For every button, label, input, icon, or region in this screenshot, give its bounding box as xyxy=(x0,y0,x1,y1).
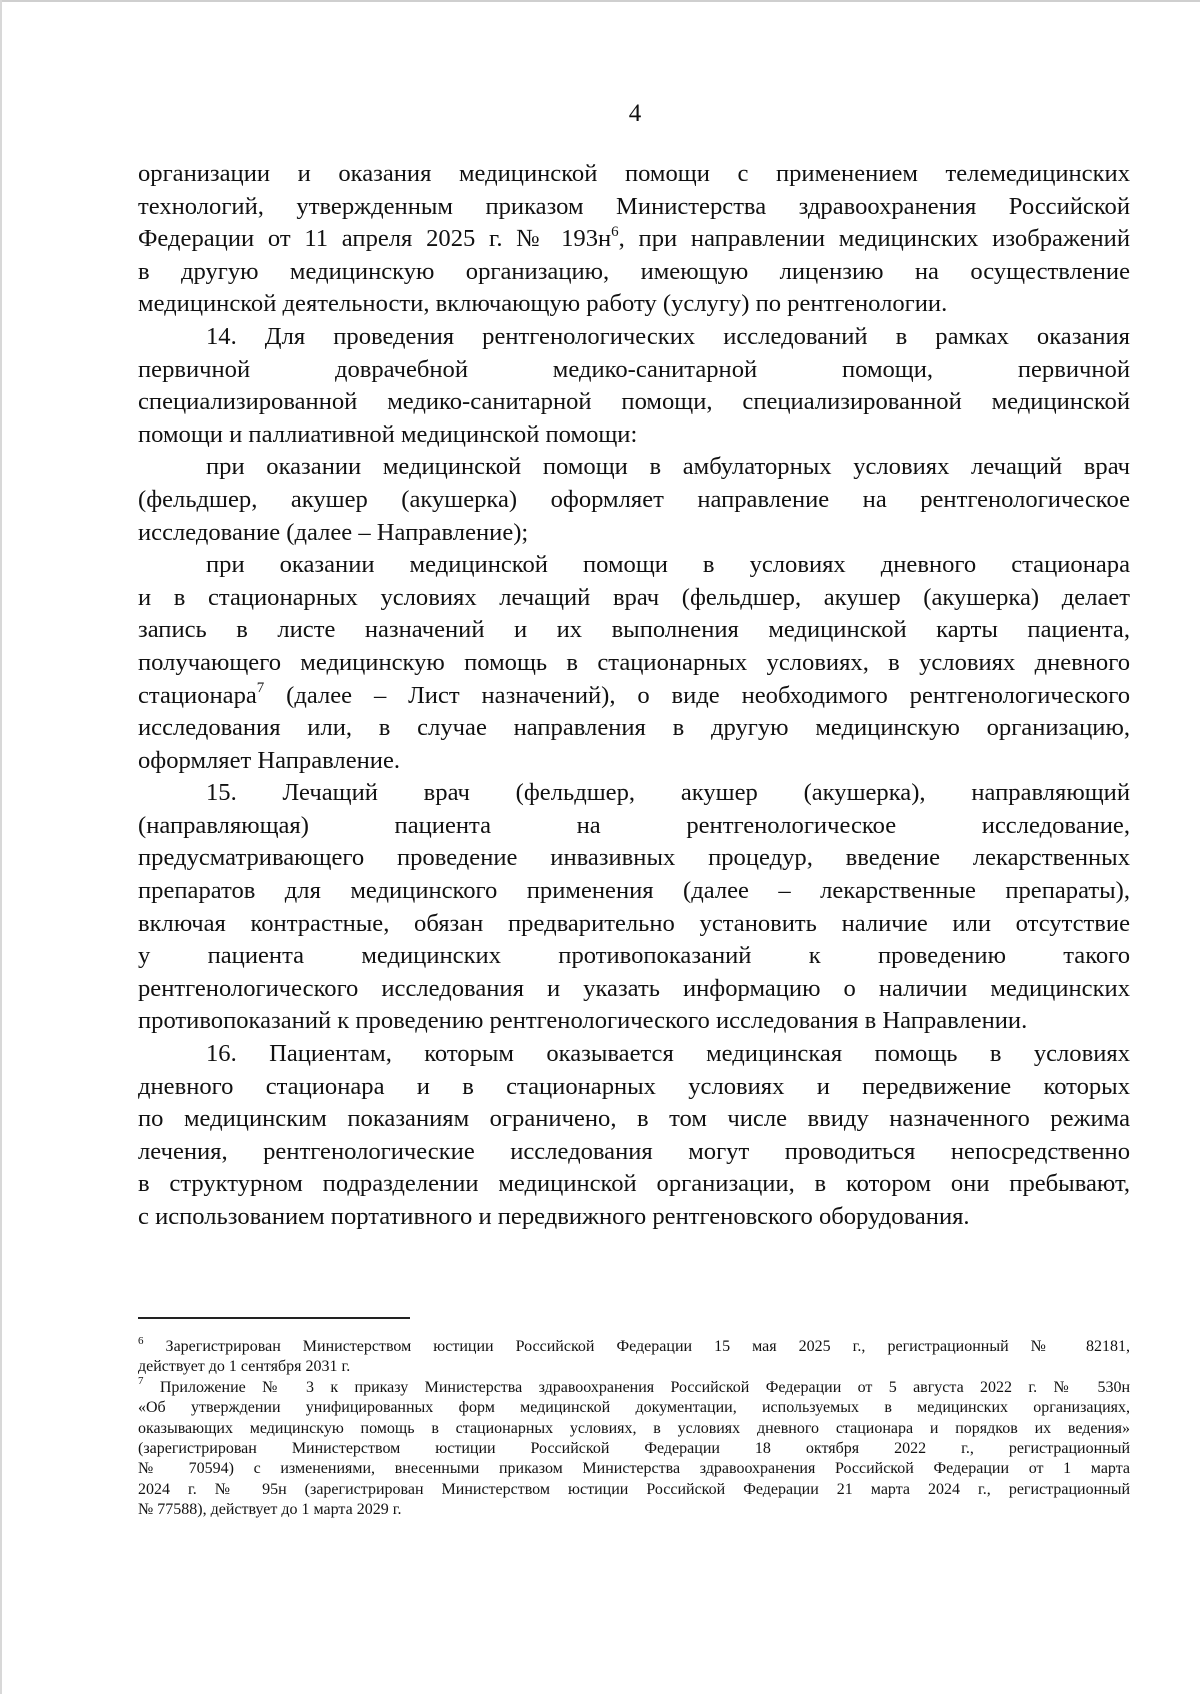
paragraph-line: 16. Пациентам, которым оказывается медицинская помощь в условиях xyxy=(206,1040,1130,1068)
paragraph-line: запись в листе назначений и их выполнения медицинской карты пациента, xyxy=(138,616,1130,644)
paragraph-line-part: (далее – Лист назначений), о виде необходимого рентгенологического xyxy=(264,681,1130,709)
footnote-line xyxy=(138,1375,1131,1398)
paragraph-line: исследование (далее – Направление); xyxy=(138,518,529,546)
paragraph-line: у пациента медицинских противопоказаний к проведению такого xyxy=(138,942,1130,970)
footnote-ref[interactable]: 7 xyxy=(256,680,265,697)
footnote-line xyxy=(138,1334,1131,1357)
paragraph-line: предусматривающего проведение инвазивных процедур, введение лекарственных xyxy=(138,844,1130,872)
footnote-line: 2024 г. № 95н (зарегистрирован Министерством юстиции Российской Федерации 21 марта 2024 г., регистрационный xyxy=(138,1480,1130,1498)
paragraph-line: с использованием портативного и передвижного рентгеновского оборудования. xyxy=(138,1203,970,1230)
paragraph-line: включая контрастные, обязан предварительно установить наличие или отсутствие xyxy=(138,909,1130,937)
paragraph-line: (фельдшер, акушер (акушерка) оформляет направление на рентгенологическое xyxy=(138,485,1130,513)
footnote-line: (зарегистрирован Министерством юстиции Российской Федерации 18 октября 2022 г., регистрационный xyxy=(138,1440,1130,1458)
paragraph-line: оформляет Направление. xyxy=(138,746,401,774)
footnotes xyxy=(138,1334,1131,1521)
paragraph-line: препаратов для медицинского применения (далее – лекарственные препараты), xyxy=(138,877,1130,905)
footnote-line: оказывающих медицинскую помощь в стационарных условиях, в условиях дневного стационара и порядков их ведения» xyxy=(138,1419,1130,1437)
paragraph-line: при оказании медицинской помощи в условиях дневного стационара xyxy=(206,551,1130,579)
paragraph-line: в другую медицинскую организацию, имеющую лицензию на осуществление xyxy=(138,257,1130,285)
paragraph-line: лечения, рентгенологические исследования могут проводиться непосредственно xyxy=(138,1137,1130,1165)
scan-edge-top xyxy=(0,0,1200,2)
footnote-line: «Об утверждении унифицированных форм медицинской документации, используемых в медицинских организациях, xyxy=(138,1399,1130,1417)
footnote-line: № 70594) с изменениями, внесенными приказом Министерства здравоохранения Российской Федерации от 1 марта xyxy=(138,1460,1130,1478)
footnote-line: действует до 1 сентября 2031 г. xyxy=(138,1358,351,1376)
paragraph-line xyxy=(138,680,1130,713)
paragraph-line: в структурном подразделении медицинской организации, в котором они пребывают, xyxy=(138,1170,1130,1198)
paragraph-line xyxy=(138,223,1130,256)
paragraph-line: первичной доврачебной медико-санитарной помощи, первичной xyxy=(138,355,1130,383)
paragraph-line: (направляющая) пациента на рентгенологическое исследование, xyxy=(138,811,1130,839)
page-number: 4 xyxy=(628,100,642,127)
footnote-marker: 7 xyxy=(138,1375,144,1388)
paragraph-line: специализированной медико-санитарной помощи, специализированной медицинской xyxy=(138,388,1130,416)
paragraph-line-part: Федерации от 11 апреля 2025 г. № 193н xyxy=(138,225,612,253)
body-text xyxy=(138,158,1130,1234)
paragraph-line: медицинской деятельности, включающую работу (услугу) по рентгенологии. xyxy=(138,290,948,318)
paragraph-line: противопоказаний к проведению рентгенологического исследования в Направлении. xyxy=(138,1007,1028,1035)
footnote-line: № 77588), действует до 1 марта 2029 г. xyxy=(138,1501,402,1519)
paragraph-line-part: стационара xyxy=(138,681,257,709)
paragraph-line: помощи и паллиативной медицинской помощи: xyxy=(138,420,638,448)
paragraph-line: 14. Для проведения рентгенологических исследований в рамках оказания xyxy=(206,322,1130,350)
scan-edge-left xyxy=(0,0,2,1694)
paragraph-line: по медицинским показаниям ограничено, в том числе ввиду назначенного режима xyxy=(138,1105,1130,1133)
paragraph-line: получающего медицинскую помощь в стационарных условиях, в условиях дневного xyxy=(138,648,1130,676)
footnote-ref[interactable]: 6 xyxy=(611,224,619,240)
paragraph-line: 15. Лечащий врач (фельдшер, акушер (акушерка), направляющий xyxy=(206,779,1130,807)
paragraph-line-part: , при направлении медицинских изображений xyxy=(618,225,1130,253)
footnote-text: Зарегистрирован Министерством юстиции Российской Федерации 15 мая 2025 г., регистрационный № 82181, xyxy=(165,1338,1131,1355)
paragraph-line: и в стационарных условиях лечащий врач (фельдшер, акушер (акушерка) делает xyxy=(138,583,1130,611)
footnote-text: Приложение № 3 к приказу Министерства здравоохранения Российской Федерации от 5 августа 2022 г. № 530н xyxy=(159,1378,1131,1396)
footnote-separator xyxy=(138,1317,410,1319)
footnote-marker: 6 xyxy=(138,1334,144,1347)
paragraph-line: рентгенологического исследования и указать информацию о наличии медицинских xyxy=(138,974,1130,1002)
paragraph-line: дневного стационара и в стационарных условиях и передвижение которых xyxy=(138,1072,1130,1100)
paragraph-line: исследования или, в случае направления в другую медицинскую организацию, xyxy=(138,714,1130,742)
paragraph-line: при оказании медицинской помощи в амбулаторных условиях лечащий врач xyxy=(206,453,1130,481)
paragraph-line: технологий, утвержденным приказом Министерства здравоохранения Российской xyxy=(138,192,1130,220)
paragraph-line: организации и оказания медицинской помощи с применением телемедицинских xyxy=(138,160,1130,187)
